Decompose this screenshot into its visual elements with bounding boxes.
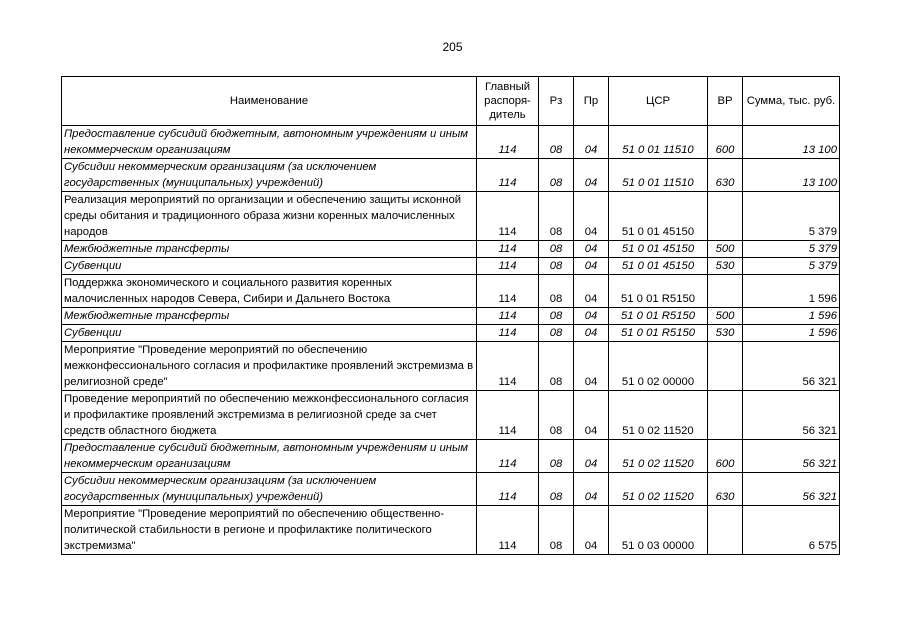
cell-rz: 08: [539, 342, 574, 391]
table-row: [62, 325, 840, 342]
cell-sum: 6 575: [743, 506, 840, 555]
cell-csr: 51 0 02 00000: [609, 342, 708, 391]
cell-pr: 04: [574, 159, 609, 192]
cell-manager: 114: [477, 275, 539, 308]
column-header-sum: Сумма, тыс. руб.: [743, 77, 840, 126]
table-row: [62, 126, 840, 159]
cell-sum: 5 379: [743, 241, 840, 258]
cell-name: Субвенции: [62, 258, 477, 275]
cell-csr: 51 0 01 11510: [609, 126, 708, 159]
cell-pr: 04: [574, 275, 609, 308]
cell-manager: 114: [477, 342, 539, 391]
column-header-name: Наименование: [62, 77, 477, 126]
cell-name: Проведение мероприятий по обеспечению межконфессионального согласия и профилактике проявлений экстремизма в религиозной среде за счет средств областного бюджета: [62, 391, 477, 440]
cell-vr: [708, 342, 743, 391]
cell-pr: 04: [574, 506, 609, 555]
cell-pr: 04: [574, 126, 609, 159]
table-row: [62, 506, 840, 555]
cell-pr: 04: [574, 391, 609, 440]
cell-rz: 08: [539, 440, 574, 473]
cell-pr: 04: [574, 473, 609, 506]
cell-manager: 114: [477, 440, 539, 473]
table-row: [62, 275, 840, 308]
cell-name: Предоставление субсидий бюджетным, автономным учреждениям и иным некоммерческим организациям: [62, 440, 477, 473]
cell-csr: 51 0 01 45150: [609, 192, 708, 241]
cell-vr: 530: [708, 325, 743, 342]
cell-rz: 08: [539, 192, 574, 241]
cell-sum: 5 379: [743, 258, 840, 275]
cell-name: Субсидии некоммерческим организациям (за исключением государственных (муниципальных) учреждений): [62, 159, 477, 192]
table-row: [62, 342, 840, 391]
cell-vr: [708, 506, 743, 555]
cell-vr: 600: [708, 440, 743, 473]
cell-sum: 1 596: [743, 275, 840, 308]
cell-manager: 114: [477, 192, 539, 241]
table-row: [62, 391, 840, 440]
cell-sum: 56 321: [743, 440, 840, 473]
cell-vr: 630: [708, 159, 743, 192]
column-header-rz: Рз: [539, 77, 574, 126]
cell-rz: 08: [539, 126, 574, 159]
cell-vr: 530: [708, 258, 743, 275]
cell-rz: 08: [539, 506, 574, 555]
cell-rz: 08: [539, 275, 574, 308]
column-header-pr: Пр: [574, 77, 609, 126]
cell-pr: 04: [574, 192, 609, 241]
cell-manager: 114: [477, 258, 539, 275]
cell-vr: [708, 391, 743, 440]
cell-rz: 08: [539, 473, 574, 506]
cell-rz: 08: [539, 258, 574, 275]
cell-pr: 04: [574, 440, 609, 473]
cell-manager: 114: [477, 325, 539, 342]
budget-table: [61, 76, 840, 555]
cell-name: Мероприятие "Проведение мероприятий по обеспечению общественно-политической стабильности в регионе и профилактике политического экстремизма": [62, 506, 477, 555]
cell-csr: 51 0 01 R5150: [609, 275, 708, 308]
column-header-manager: Главный распоря-дитель: [477, 77, 539, 126]
column-header-csr: ЦСР: [609, 77, 708, 126]
cell-name: Субсидии некоммерческим организациям (за исключением государственных (муниципальных) учреждений): [62, 473, 477, 506]
cell-manager: 114: [477, 159, 539, 192]
table-row: [62, 241, 840, 258]
cell-pr: 04: [574, 342, 609, 391]
cell-manager: 114: [477, 241, 539, 258]
cell-vr: 500: [708, 241, 743, 258]
cell-name: Субвенции: [62, 325, 477, 342]
cell-sum: 56 321: [743, 342, 840, 391]
cell-pr: 04: [574, 258, 609, 275]
cell-csr: 51 0 02 11520: [609, 473, 708, 506]
column-header-vr: ВР: [708, 77, 743, 126]
cell-name: Мероприятие "Проведение мероприятий по обеспечению межконфессионального согласия и профилактике проявлений экстремизма в религиозной среде": [62, 342, 477, 391]
cell-sum: 1 596: [743, 308, 840, 325]
cell-sum: 56 321: [743, 391, 840, 440]
cell-csr: 51 0 02 11520: [609, 440, 708, 473]
cell-sum: 5 379: [743, 192, 840, 241]
cell-csr: 51 0 01 R5150: [609, 308, 708, 325]
cell-csr: 51 0 01 45150: [609, 258, 708, 275]
cell-csr: 51 0 01 45150: [609, 241, 708, 258]
cell-name: Предоставление субсидий бюджетным, автономным учреждениям и иным некоммерческим организациям: [62, 126, 477, 159]
cell-rz: 08: [539, 308, 574, 325]
cell-pr: 04: [574, 325, 609, 342]
cell-csr: 51 0 03 00000: [609, 506, 708, 555]
cell-rz: 08: [539, 325, 574, 342]
cell-sum: 13 100: [743, 159, 840, 192]
table-row: [62, 258, 840, 275]
table-row: [62, 308, 840, 325]
cell-vr: 630: [708, 473, 743, 506]
cell-vr: 600: [708, 126, 743, 159]
cell-sum: 1 596: [743, 325, 840, 342]
cell-sum: 56 321: [743, 473, 840, 506]
cell-rz: 08: [539, 159, 574, 192]
table-row: [62, 440, 840, 473]
cell-csr: 51 0 02 11520: [609, 391, 708, 440]
cell-csr: 51 0 01 R5150: [609, 325, 708, 342]
table-row: [62, 192, 840, 241]
cell-manager: 114: [477, 391, 539, 440]
cell-name: Реализация мероприятий по организации и обеспечению защиты исконной среды обитания и традиционного образа жизни коренных малочисленных народов: [62, 192, 477, 241]
cell-manager: 114: [477, 506, 539, 555]
cell-manager: 114: [477, 473, 539, 506]
cell-name: Поддержка экономического и социального развития коренных малочисленных народов Севера, Сибири и Дальнего Востока: [62, 275, 477, 308]
cell-manager: 114: [477, 308, 539, 325]
cell-manager: 114: [477, 126, 539, 159]
cell-csr: 51 0 01 11510: [609, 159, 708, 192]
cell-vr: [708, 192, 743, 241]
cell-name: Межбюджетные трансферты: [62, 308, 477, 325]
cell-rz: 08: [539, 391, 574, 440]
cell-vr: [708, 275, 743, 308]
cell-pr: 04: [574, 308, 609, 325]
table-header-row: [62, 77, 840, 126]
cell-pr: 04: [574, 241, 609, 258]
cell-sum: 13 100: [743, 126, 840, 159]
cell-rz: 08: [539, 241, 574, 258]
page-number: 205: [442, 40, 463, 54]
cell-name: Межбюджетные трансферты: [62, 241, 477, 258]
table-row: [62, 159, 840, 192]
table-row: [62, 473, 840, 506]
cell-vr: 500: [708, 308, 743, 325]
